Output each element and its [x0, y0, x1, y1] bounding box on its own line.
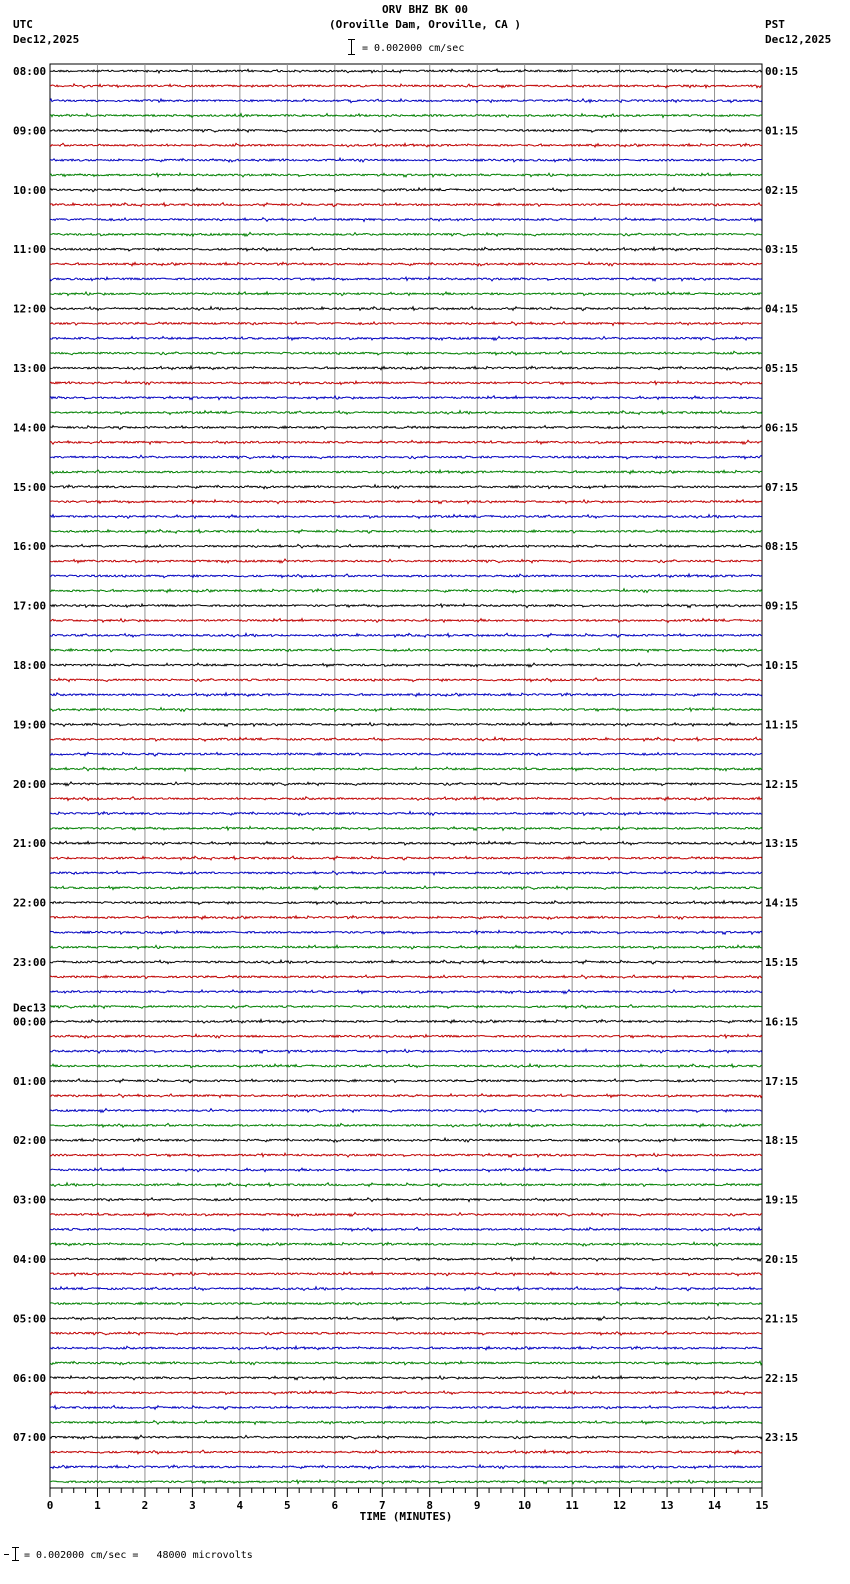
footer-scale-text: = 0.002000 cm/sec = 48000 microvolts: [24, 1550, 253, 1561]
seismic-trace: [50, 975, 762, 979]
x-tick-label: 7: [378, 1499, 386, 1512]
pst-hour-label: 01:15: [765, 124, 799, 138]
seismic-trace: [50, 1138, 762, 1142]
seismic-trace: [50, 440, 762, 444]
utc-hour-label: 15:00: [13, 480, 47, 494]
seismic-trace: [50, 158, 762, 162]
seismic-trace: [50, 693, 762, 697]
x-tick-label: 11: [565, 1499, 579, 1512]
seismic-trace: [50, 931, 762, 935]
seismic-trace: [50, 1465, 762, 1469]
seismic-trace: [50, 841, 762, 845]
x-tick-label: 10: [518, 1499, 532, 1512]
left-date: Dec12,2025: [13, 33, 80, 46]
pst-hour-label: 09:15: [765, 599, 799, 613]
utc-hour-label: 01:00: [13, 1074, 47, 1088]
pst-hour-label: 21:15: [765, 1312, 799, 1326]
utc-hour-label: 12:00: [13, 302, 47, 316]
utc-hour-label: 13:00: [13, 362, 47, 375]
seismic-trace: [50, 1094, 762, 1098]
seismic-trace: [50, 1480, 762, 1484]
seismic-trace: [50, 767, 762, 771]
utc-hour-label: 05:00: [13, 1312, 47, 1326]
seismic-trace: [50, 173, 762, 177]
pst-hour-label: 02:15: [765, 183, 799, 197]
seismic-trace: [50, 1331, 762, 1335]
seismic-trace: [50, 1020, 762, 1024]
utc-hour-label: 20:00: [13, 777, 47, 791]
seismic-trace: [50, 574, 762, 578]
utc-hour-label: 04:00: [13, 1253, 47, 1266]
x-tick-label: 2: [141, 1499, 149, 1512]
right-timezone: PST: [765, 18, 785, 31]
seismic-trace: [50, 827, 762, 831]
seismic-trace: [50, 84, 762, 88]
x-tick-label: 9: [473, 1499, 481, 1512]
x-tick-label: 8: [426, 1499, 434, 1512]
left-timezone: UTC: [13, 18, 33, 31]
utc-hour-label: 08:00: [13, 65, 47, 78]
seismic-trace: [50, 247, 762, 251]
seismic-trace: [50, 1450, 762, 1454]
seismic-trace: [50, 292, 762, 296]
seismic-trace: [50, 752, 762, 756]
utc-hour-label: 00:00: [13, 1015, 47, 1029]
seismic-trace: [50, 1361, 762, 1365]
x-tick-label: 14: [707, 1499, 722, 1512]
seismic-trace: [50, 69, 762, 73]
seismic-trace: [50, 663, 762, 667]
seismic-trace: [50, 218, 762, 222]
utc-hour-label: 10:00: [13, 183, 47, 197]
seismic-trace: [50, 1406, 762, 1410]
utc-hour-label: 06:00: [13, 1371, 47, 1385]
pst-hour-label: 00:15: [765, 65, 799, 78]
seismic-trace: [50, 678, 762, 682]
utc-hour-label: 23:00: [13, 956, 47, 969]
utc-hour-label: 16:00: [13, 540, 47, 554]
seismic-trace: [50, 990, 762, 994]
seismic-trace: [50, 1049, 762, 1053]
pst-hour-label: 07:15: [765, 480, 799, 494]
seismic-trace: [50, 886, 762, 890]
x-tick-label: 15: [755, 1499, 769, 1512]
pst-hour-label: 10:15: [765, 659, 799, 672]
x-tick-label: 13: [660, 1499, 674, 1512]
x-tick-label: 1: [94, 1499, 101, 1512]
seismic-trace: [50, 426, 762, 430]
seismic-trace: [50, 1168, 762, 1172]
seismic-trace: [50, 1317, 762, 1321]
seismic-trace: [50, 1183, 762, 1187]
seismic-trace: [50, 544, 762, 548]
seismic-trace: [50, 1005, 762, 1009]
seismic-trace: [50, 960, 762, 964]
x-tick-label: 4: [236, 1499, 244, 1512]
pst-hour-label: 04:15: [765, 302, 799, 316]
x-tick-label: 12: [612, 1499, 627, 1512]
seismic-trace: [50, 1421, 762, 1425]
seismic-trace: [50, 812, 762, 816]
seismic-trace: [50, 604, 762, 608]
seismic-trace: [50, 945, 762, 949]
utc-hour-label: 09:00: [13, 124, 47, 138]
pst-hour-label: 14:15: [765, 896, 799, 910]
seismic-trace: [50, 1123, 762, 1127]
header-scale-text: = 0.002000 cm/sec: [362, 43, 465, 54]
seismic-trace: [50, 1302, 762, 1306]
seismic-trace: [50, 1198, 762, 1202]
seismic-trace: [50, 515, 762, 519]
seismic-trace: [50, 1287, 762, 1291]
seismic-trace: [50, 262, 762, 266]
pst-hour-label: 06:15: [765, 421, 799, 435]
pst-hour-label: 17:15: [765, 1074, 799, 1088]
utc-hour-label: 02:00: [13, 1134, 47, 1148]
utc-hour-label: 14:00: [13, 421, 47, 435]
seismic-trace: [50, 1034, 762, 1038]
utc-hour-label: 11:00: [13, 243, 47, 257]
day-change-label: Dec13: [13, 1001, 47, 1015]
utc-hour-label: 03:00: [13, 1193, 47, 1207]
seismic-trace: [50, 381, 762, 385]
seismic-trace: [50, 232, 762, 236]
station-location: (Oroville Dam, Oroville, CA ): [328, 18, 522, 31]
x-tick-label: 3: [189, 1499, 196, 1512]
seismic-trace: [50, 1257, 762, 1261]
seismic-trace: [50, 916, 762, 920]
seismic-trace: [50, 797, 762, 801]
pst-hour-label: 15:15: [765, 956, 799, 969]
seismic-trace: [50, 1213, 762, 1217]
x-tick-label: 0: [46, 1499, 54, 1512]
seismic-trace: [50, 1227, 762, 1231]
x-tick-label: 6: [331, 1499, 339, 1512]
seismic-trace: [50, 129, 762, 132]
utc-hour-label: 18:00: [13, 659, 47, 672]
seismic-trace: [50, 1346, 762, 1350]
seismic-trace: [50, 500, 762, 504]
x-axis-label: TIME (MINUTES): [359, 1510, 453, 1523]
pst-hour-label: 05:15: [765, 362, 799, 375]
trace-group: [50, 69, 762, 1484]
seismic-trace: [50, 1109, 762, 1113]
pst-hour-label: 03:15: [765, 243, 799, 257]
seismic-trace: [50, 411, 762, 415]
x-tick-label: 5: [284, 1499, 291, 1512]
time-axis: [47, 1488, 769, 1523]
seismic-trace: [50, 901, 762, 905]
pst-hour-label: 08:15: [765, 540, 799, 554]
pst-hour-label: 20:15: [765, 1253, 799, 1266]
seismic-trace: [50, 143, 762, 147]
utc-hour-label: 19:00: [13, 718, 47, 732]
seismic-trace: [50, 485, 762, 489]
pst-hour-label: 22:15: [765, 1371, 799, 1385]
pst-hour-label: 16:15: [765, 1015, 799, 1029]
seismic-trace: [50, 559, 762, 563]
seismic-trace: [50, 633, 762, 637]
seismic-trace: [50, 470, 762, 474]
seismic-trace: [50, 114, 762, 118]
pst-hour-label: 18:15: [765, 1134, 799, 1148]
pst-hour-label: 23:15: [765, 1431, 799, 1445]
seismic-trace: [50, 737, 762, 741]
seismic-trace: [50, 1242, 762, 1246]
seismic-trace: [50, 708, 762, 712]
seismic-trace: [50, 307, 762, 311]
seismic-trace: [50, 648, 762, 652]
seismic-trace: [50, 99, 762, 103]
seismic-trace: [50, 871, 762, 875]
utc-hour-label: 07:00: [13, 1431, 47, 1445]
seismic-trace: [50, 1435, 762, 1439]
seismic-trace: [50, 1064, 762, 1068]
seismic-trace: [50, 529, 762, 533]
pst-hour-label: 19:15: [765, 1193, 799, 1207]
seismic-trace: [50, 1391, 762, 1395]
utc-hour-label: 17:00: [13, 599, 47, 613]
seismic-trace: [50, 396, 762, 400]
seismic-trace: [50, 366, 762, 370]
pst-hour-label: 11:15: [765, 718, 799, 732]
pst-hour-label: 12:15: [765, 777, 799, 791]
seismic-trace: [50, 351, 762, 355]
seismic-trace: [50, 856, 762, 860]
seismic-trace: [50, 782, 762, 786]
pst-hour-label: 13:15: [765, 837, 799, 851]
seismic-trace: [50, 203, 762, 207]
right-date: Dec12,2025: [765, 33, 832, 46]
seismic-trace: [50, 322, 762, 326]
seismic-trace: [50, 188, 762, 192]
seismic-trace: [50, 277, 762, 281]
seismic-trace: [50, 336, 762, 340]
utc-hour-label: 21:00: [13, 837, 47, 851]
seismic-trace: [50, 1153, 762, 1157]
utc-hour-label: 22:00: [13, 896, 47, 910]
seismic-trace: [50, 723, 762, 727]
seismic-trace: [50, 455, 762, 459]
seismic-trace: [50, 1272, 762, 1276]
footer-scale-icon: [4, 1547, 20, 1561]
seismic-trace: [50, 1079, 762, 1083]
seismic-trace: [50, 619, 762, 623]
seismic-trace: [50, 1376, 762, 1380]
station-title: ORV BHZ BK 00: [381, 3, 469, 16]
seismic-trace: [50, 589, 762, 593]
